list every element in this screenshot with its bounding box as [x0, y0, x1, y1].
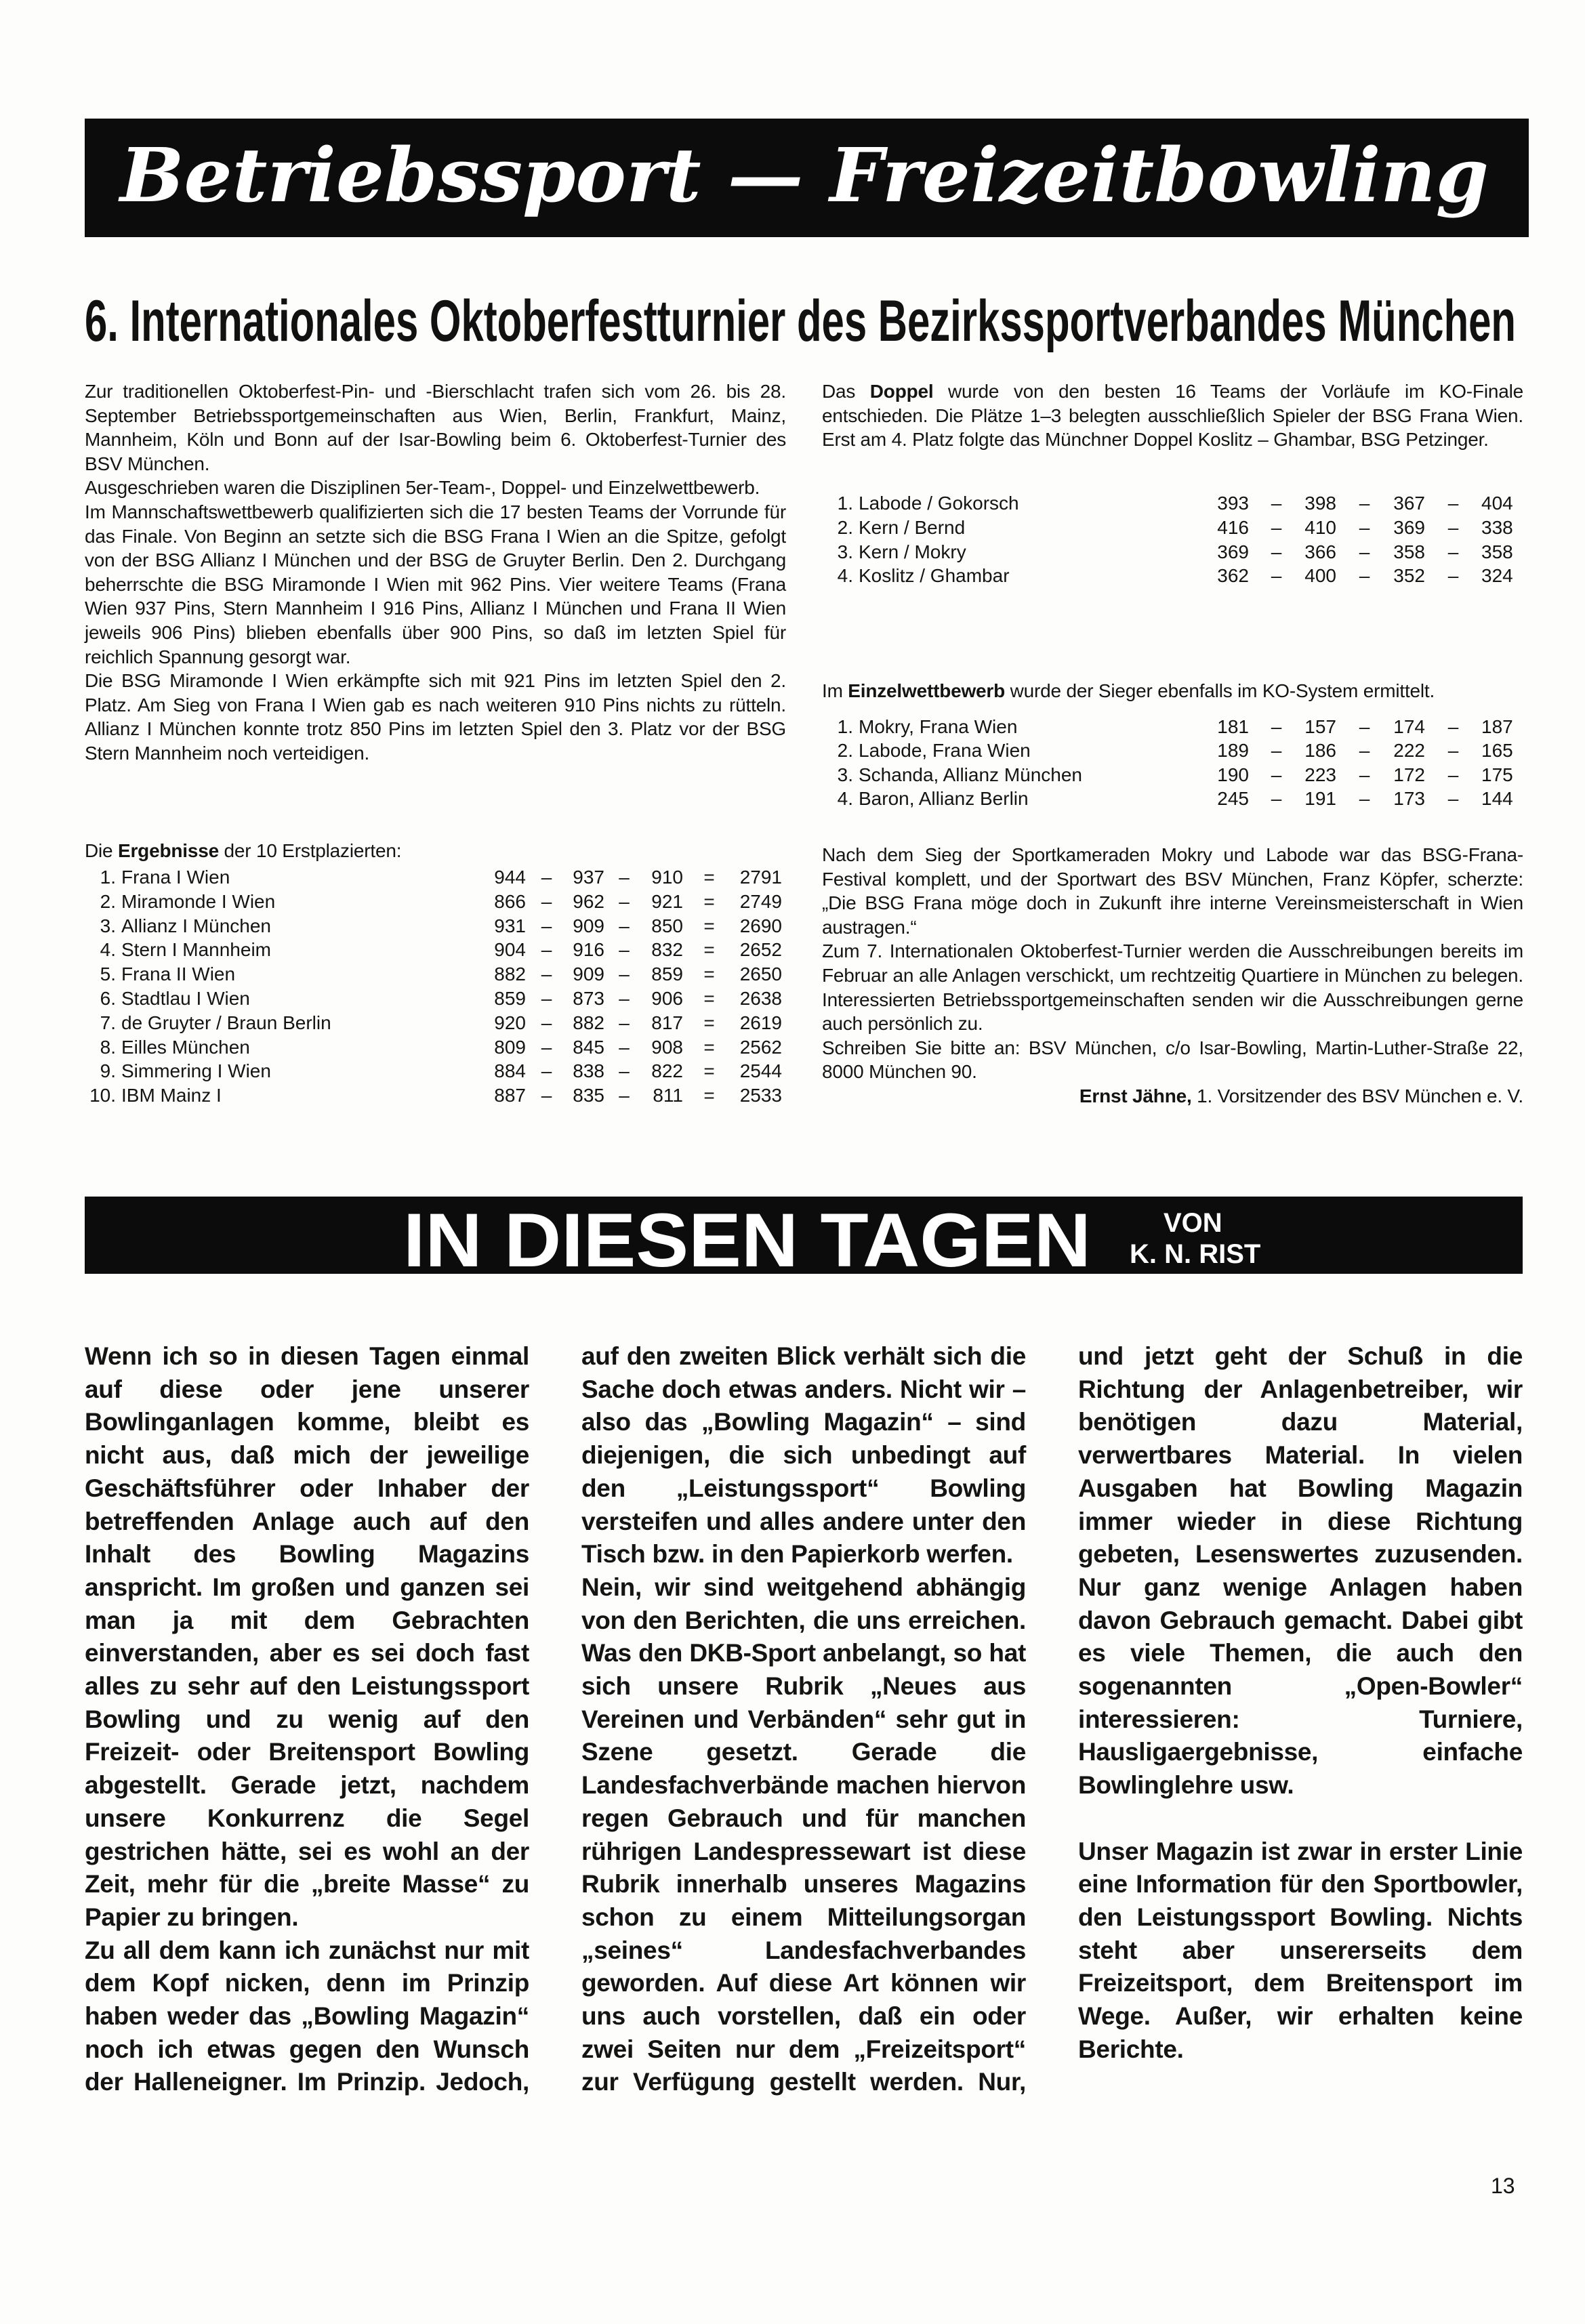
dash: – [541, 1012, 552, 1033]
article-left-column [85, 379, 786, 766]
game-score: 921 [651, 890, 683, 912]
player-name: Labode / Gokorsch [859, 493, 1019, 514]
game-score: 358 [1481, 541, 1513, 562]
name-cell [822, 540, 1215, 564]
team-cell [85, 1059, 486, 1083]
game-score: 906 [651, 987, 683, 1009]
column-article-body [85, 1340, 1523, 2099]
game-score: 916 [573, 939, 604, 961]
rank: 10. [89, 1085, 116, 1106]
dash: – [619, 867, 630, 888]
signature: Ernst Jähne, 1. Vorsitzender des BSV München e. V. [1079, 1085, 1523, 1106]
dash: – [1359, 716, 1370, 737]
game-score: 175 [1481, 764, 1513, 785]
rank: 6. [100, 987, 116, 1009]
rank: 5. [100, 963, 116, 985]
section-banner-title: Betriebssport — Freizeitbowling [117, 131, 1489, 219]
dash: – [1447, 740, 1459, 762]
table-row [822, 763, 1523, 787]
total-score: 2544 [739, 1060, 782, 1082]
game-score: 845 [573, 1036, 604, 1058]
table-row [85, 962, 786, 987]
team-name: Miramonde I Wien [121, 890, 276, 912]
game-score: 400 [1304, 565, 1336, 587]
equals: = [703, 1012, 715, 1033]
dash: – [1447, 493, 1459, 514]
table-row [822, 491, 1523, 516]
game-score: 944 [494, 867, 526, 888]
dash: – [1359, 788, 1370, 810]
name-cell [822, 763, 1215, 787]
name-cell [822, 787, 1215, 810]
game-score: 410 [1304, 516, 1336, 538]
dash: – [541, 939, 552, 961]
dash: – [541, 987, 552, 1009]
dash: – [1447, 764, 1459, 785]
paragraph: Zur traditionellen Oktoberfest-Pin- und -Bierschlacht trafen sich vom 26. bis 28. September Betriebssportgemeinschaften aus Wien, Berlin, Frankfurt, Mainz, Mannheim, Köln und Bonn auf der Isar-Bowling beim 6. Oktoberfest-Turnier des BSV München. [85, 381, 786, 474]
game-score: 222 [1393, 740, 1425, 762]
column-banner-svg [85, 1197, 1523, 1274]
team-name: de Gruyter / Braun Berlin [121, 1012, 331, 1033]
equals: = [703, 915, 715, 936]
team-cell [85, 938, 486, 962]
game-score: 882 [494, 963, 526, 985]
total-score: 2638 [739, 987, 782, 1009]
game-score: 832 [651, 939, 683, 961]
rank: 1. [837, 493, 853, 514]
dash: – [1359, 541, 1370, 562]
dash: – [1271, 516, 1282, 538]
game-score: 187 [1481, 716, 1513, 737]
byline-von: VON [1164, 1208, 1222, 1238]
equals: = [703, 1085, 715, 1106]
dash: – [619, 963, 630, 985]
game-score: 324 [1481, 565, 1513, 587]
game-score: 144 [1481, 788, 1513, 810]
doppel-table [822, 491, 1523, 588]
total-score: 2690 [739, 915, 782, 936]
dash: – [1271, 565, 1282, 587]
table-row [85, 987, 786, 1011]
name-cell [822, 564, 1215, 588]
results-table [85, 865, 786, 1108]
game-score: 367 [1393, 493, 1425, 514]
team-name: Stern I Mannheim [121, 939, 271, 961]
paragraph: Schreiben Sie bitte an: BSV München, c/o Isar-Bowling, Martin-Luther-Straße 22, 8000 München 90. [822, 1037, 1523, 1083]
game-score: 850 [651, 915, 683, 936]
results-intro: Die Ergebnisse der 10 Erstplazierten: [85, 840, 402, 861]
game-score: 920 [494, 1012, 526, 1033]
table-row [85, 865, 786, 890]
player-name: Koslitz / Ghambar [859, 565, 1010, 587]
byline-author: K. N. RIST [1130, 1239, 1261, 1269]
rank: 4. [100, 939, 116, 961]
name-cell [822, 739, 1215, 762]
doppel-intro: Das Doppel wurde von den besten 16 Teams der Vorläufe im KO-Finale entschieden. Die Plätze 1–3 belegten ausschließlich Spieler der BSG Frana Wien. Erst am 4. Platz folgte das Münchner Doppel Koslitz – Ghambar, BSG Petzinger. [822, 381, 1523, 451]
equals: = [703, 939, 715, 961]
total-score: 2652 [739, 939, 782, 961]
rank: 2. [837, 516, 853, 538]
game-score: 859 [651, 963, 683, 985]
game-score: 937 [573, 867, 604, 888]
game-score: 908 [651, 1036, 683, 1058]
dash: – [541, 890, 552, 912]
player-name: Kern / Bernd [859, 516, 966, 538]
total-score: 2749 [739, 890, 782, 912]
dash: – [1359, 565, 1370, 587]
dash: – [619, 1012, 630, 1033]
game-score: 909 [573, 963, 604, 985]
paragraph: Wenn ich so in diesen Tagen einmal auf diese oder jene unserer Bowlinganlagen komme, bleibt es nicht aus, daß mich der jeweilige Geschäftsführer oder Inhaber der betreffenden Anlage auch auf den Inhalt des Bowling Magazins anspricht. Im großen und ganzen sei man ja mit dem Gebrachten einverstanden, aber es sei doch fast alles zu sehr auf den Leistungssport Bowling und zu wenig auf den Freizeit- oder Breitensport Bowling abgestellt. Gerade jetzt, nachdem unsere Konkurrenz die Segel gestrichen hätte, sei es wohl an der Zeit, mehr für die „breite Masse“ zu Papier zu bringen. [85, 1342, 529, 1931]
player-name: Kern / Mokry [859, 541, 966, 562]
dash: – [1447, 788, 1459, 810]
dash: – [1447, 565, 1459, 587]
player-name: Schanda, Allianz München [859, 764, 1082, 785]
equals: = [703, 987, 715, 1009]
rank: 4. [837, 788, 853, 810]
team-name: Eilles München [121, 1036, 250, 1058]
team-cell [85, 1035, 486, 1060]
equals: = [703, 963, 715, 985]
team-name: Frana I Wien [121, 867, 230, 888]
game-score: 835 [573, 1085, 604, 1106]
game-score: 245 [1217, 788, 1249, 810]
paragraph: Zu all dem kann ich zunächst nur mit dem Kopf nicken, denn im Prinzip haben weder das „Bowling Magazin“ noch ich etwas gegen den Wunsch der Halleneigner. Im Prinzip. Jedoch, auf den zweiten Blick verhält sich die Sache doch etwas anders. Nicht wir – also das „Bowling Magazin“ – sind diejenigen, die sich unbedingt auf den „Leistungssport“ Bowling versteifen und alles andere unter den Tisch bzw. in den Papierkorb werfen. [85, 1342, 1026, 2096]
article-headline-svg [85, 288, 1521, 352]
game-score: 366 [1304, 541, 1336, 562]
team-name: Simmering I Wien [121, 1060, 271, 1082]
dash: – [541, 963, 552, 985]
team-cell [85, 865, 486, 890]
dash: – [619, 915, 630, 936]
paragraph: Die BSG Miramonde I Wien erkämpfte sich mit 921 Pins im letzten Spiel den 2. Platz. Am Sieg von Frana I Wien gab es nach weiteren 910 Pins nichts zu rütteln. Allianz I München konnte trotz 850 Pins im letzten Spiel den 3. Platz vor der BSG Stern Mannheim noch verteidigen. [85, 670, 786, 764]
dash: – [541, 1060, 552, 1082]
paragraph: Ausgeschrieben waren die Disziplinen 5er-Team-, Doppel- und Einzelwettbewerb. [85, 477, 760, 499]
game-score: 859 [494, 987, 526, 1009]
game-score: 909 [573, 915, 604, 936]
rank: 7. [100, 1012, 116, 1033]
rank: 1. [837, 716, 853, 737]
paragraph: Zum 7. Internationalen Oktoberfest-Turnier werden die Ausschreibungen bereits im Februar an alle Anlagen verschickt, um rechtzeitig Quartiere in München zu belegen. Interessierten Betriebssportgemeinschaften senden wir die Ausschreibungen gerne auch persönlich zu. [822, 940, 1523, 1035]
game-score: 882 [573, 1012, 604, 1033]
article-closing [822, 843, 1523, 1108]
dash: – [541, 1085, 552, 1106]
game-score: 838 [573, 1060, 604, 1082]
einzel-intro: Im Einzelwettbewerb wurde der Sieger ebenfalls im KO-System ermittelt. [822, 680, 1435, 701]
paragraph: Im Mannschaftswettbewerb qualifizierten sich die 17 besten Teams der Vorrunde für das Finale. Von Beginn an setzte sich die BSG Frana I Wien an die Spitze, gefolgt von der BSG Allianz I München und der BSG de Gruyter Berlin. Den 2. Durchgang beherrschte die BSG Miramonde I Wien mit 962 Pins. Vier weitere Teams (Frana Wien 937 Pins, Stern Mannheim I 916 Pins, Allianz I München und Frana II Wien jeweils 906 Pins) blieben ebenfalls über 900 Pins, so daß im letzten Spiel für reichlich Spannung gesorgt war. [85, 501, 786, 667]
team-cell [85, 890, 486, 914]
table-row [85, 1011, 786, 1035]
rank: 3. [837, 541, 853, 562]
game-score: 416 [1217, 516, 1249, 538]
table-row [85, 1035, 786, 1060]
game-score: 157 [1304, 716, 1336, 737]
table-row [822, 540, 1523, 564]
equals: = [703, 867, 715, 888]
game-score: 352 [1393, 565, 1425, 587]
rank: 1. [100, 867, 116, 888]
game-score: 369 [1217, 541, 1249, 562]
total-score: 2791 [739, 867, 782, 888]
dash: – [1447, 516, 1459, 538]
team-cell [85, 962, 486, 987]
game-score: 223 [1304, 764, 1336, 785]
game-score: 904 [494, 939, 526, 961]
game-score: 931 [494, 915, 526, 936]
equals: = [703, 1060, 715, 1082]
team-cell [85, 1083, 486, 1108]
dash: – [1271, 764, 1282, 785]
article-headline: 6. Internationales Oktoberfestturnier des Bezirkssportverbandes München [85, 289, 1516, 352]
game-score: 189 [1217, 740, 1249, 762]
dash: – [541, 1036, 552, 1058]
dash: – [1271, 740, 1282, 762]
name-cell [822, 715, 1215, 739]
dash: – [619, 939, 630, 961]
game-score: 358 [1393, 541, 1425, 562]
dash: – [1359, 764, 1370, 785]
paragraph: Nein, wir sind weitgehend abhängig von den Berichten, die uns erreichen. Was den DKB-Sport anbelangt, so hat sich unsere Rubrik „Neues aus Vereinen und Verbänden“ sehr gut in Szene gesetzt. Gerade die Landesfachverbände machen hiervon regen Gebrauch und für manchen rührigen Landespressewart ist diese Rubrik innerhalb unseres Magazins schon zu einem Mitteilungsorgan „seines“ Landesfachverbandes geworden. Auf diese Art können wir uns auch vorstellen, daß ein oder zwei Seiten nur dem „Freizeitsport“ zur Verfügung gestellt werden. Nur, und jetzt geht der Schuß in die Richtung der Anlagenbetreiber, wir benötigen dazu Material, verwertbares Material. In vielen Ausgaben hat Bowling Magazin immer wieder in diese Richtung gebeten, Lesenswertes zuzusenden. Nur ganz wenige Anlagen haben davon Gebrauch gemacht. Dabei gibt es viele Themen, die auch den sogenannten „Open-Bowler“ interessieren: Turniere, Hausligaergebnisse, einfache Bowlinglehre usw. [581, 1342, 1523, 2096]
column-banner-title: IN DIESEN TAGEN [403, 1198, 1091, 1274]
game-score: 811 [653, 1085, 683, 1106]
rank: 3. [100, 915, 116, 936]
game-score: 884 [494, 1060, 526, 1082]
name-cell [822, 491, 1215, 516]
dash: – [1271, 716, 1282, 737]
game-score: 190 [1217, 764, 1249, 785]
dash: – [1359, 493, 1370, 514]
rank: 8. [100, 1036, 116, 1058]
table-row [85, 1083, 786, 1108]
game-score: 393 [1217, 493, 1249, 514]
einzel-table [822, 715, 1523, 811]
game-score: 173 [1393, 788, 1425, 810]
total-score: 2562 [739, 1036, 782, 1058]
dash: – [1271, 541, 1282, 562]
section-banner-title-svg [85, 119, 1529, 237]
dash: – [1359, 740, 1370, 762]
game-score: 186 [1304, 740, 1336, 762]
game-score: 362 [1217, 565, 1249, 587]
team-name: Allianz I München [121, 915, 272, 936]
name-cell [822, 516, 1215, 540]
table-row [822, 564, 1523, 588]
game-score: 369 [1393, 516, 1425, 538]
game-score: 181 [1217, 716, 1249, 737]
game-score: 404 [1481, 493, 1513, 514]
table-row [822, 739, 1523, 762]
dash: – [541, 915, 552, 936]
player-name: Labode, Frana Wien [859, 740, 1031, 762]
table-row [85, 890, 786, 914]
player-name: Mokry, Frana Wien [859, 716, 1018, 737]
table-row [85, 1059, 786, 1083]
equals: = [703, 1036, 715, 1058]
dash: – [1447, 716, 1459, 737]
total-score: 2650 [739, 963, 782, 985]
dash: – [541, 867, 552, 888]
team-name: Frana II Wien [121, 963, 236, 985]
dash: – [619, 1085, 630, 1106]
team-name: IBM Mainz I [121, 1085, 222, 1106]
paragraph: Nach dem Sieg der Sportkameraden Mokry und Labode war das BSG-Frana-Festival komplett, und der Sportwart des BSV München, Franz Köpfer, scherzte: „Die BSG Frana möge doch in Zukunft ihre interne Vereinsmeisterschaft in Wien austragen.“ [822, 844, 1523, 938]
dash: – [619, 1060, 630, 1082]
game-score: 165 [1481, 740, 1513, 762]
game-score: 822 [651, 1060, 683, 1082]
rank: 2. [100, 890, 116, 912]
section-banner [85, 119, 1529, 237]
team-cell [85, 987, 486, 1011]
rank: 4. [837, 565, 853, 587]
dash: – [619, 890, 630, 912]
table-row [85, 938, 786, 962]
game-score: 817 [651, 1012, 683, 1033]
game-score: 398 [1304, 493, 1336, 514]
rank: 3. [837, 764, 853, 785]
table-row [822, 787, 1523, 810]
rank: 2. [837, 740, 853, 762]
paragraph: Unser Magazin ist zwar in erster Linie eine Information für den Sportbowler, den Leistungssport Bowling. Nichts steht aber unsererseits dem Freizeitsport, dem Breitensport im Wege. Außer, wir erhalten keine Berichte. [1078, 1837, 1523, 2063]
game-score: 338 [1481, 516, 1513, 538]
dash: – [619, 987, 630, 1009]
game-score: 172 [1393, 764, 1425, 785]
game-score: 873 [573, 987, 604, 1009]
game-score: 962 [573, 890, 604, 912]
dash: – [1447, 541, 1459, 562]
table-row [85, 914, 786, 938]
table-row [822, 715, 1523, 739]
team-name: Stadtlau I Wien [121, 987, 250, 1009]
rank: 9. [100, 1060, 116, 1082]
team-cell [85, 1011, 486, 1035]
game-score: 809 [494, 1036, 526, 1058]
dash: – [619, 1036, 630, 1058]
game-score: 866 [494, 890, 526, 912]
dash: – [1271, 493, 1282, 514]
dash: – [1271, 788, 1282, 810]
game-score: 887 [494, 1085, 526, 1106]
game-score: 174 [1393, 716, 1425, 737]
total-score: 2619 [739, 1012, 782, 1033]
player-name: Baron, Allianz Berlin [859, 788, 1029, 810]
column-banner [85, 1197, 1523, 1274]
table-row [822, 516, 1523, 540]
game-score: 191 [1304, 788, 1336, 810]
dash: – [1359, 516, 1370, 538]
page-number: 13 [1491, 2174, 1515, 2198]
team-cell [85, 914, 486, 938]
total-score: 2533 [739, 1085, 782, 1106]
game-score: 910 [651, 867, 683, 888]
equals: = [703, 890, 715, 912]
